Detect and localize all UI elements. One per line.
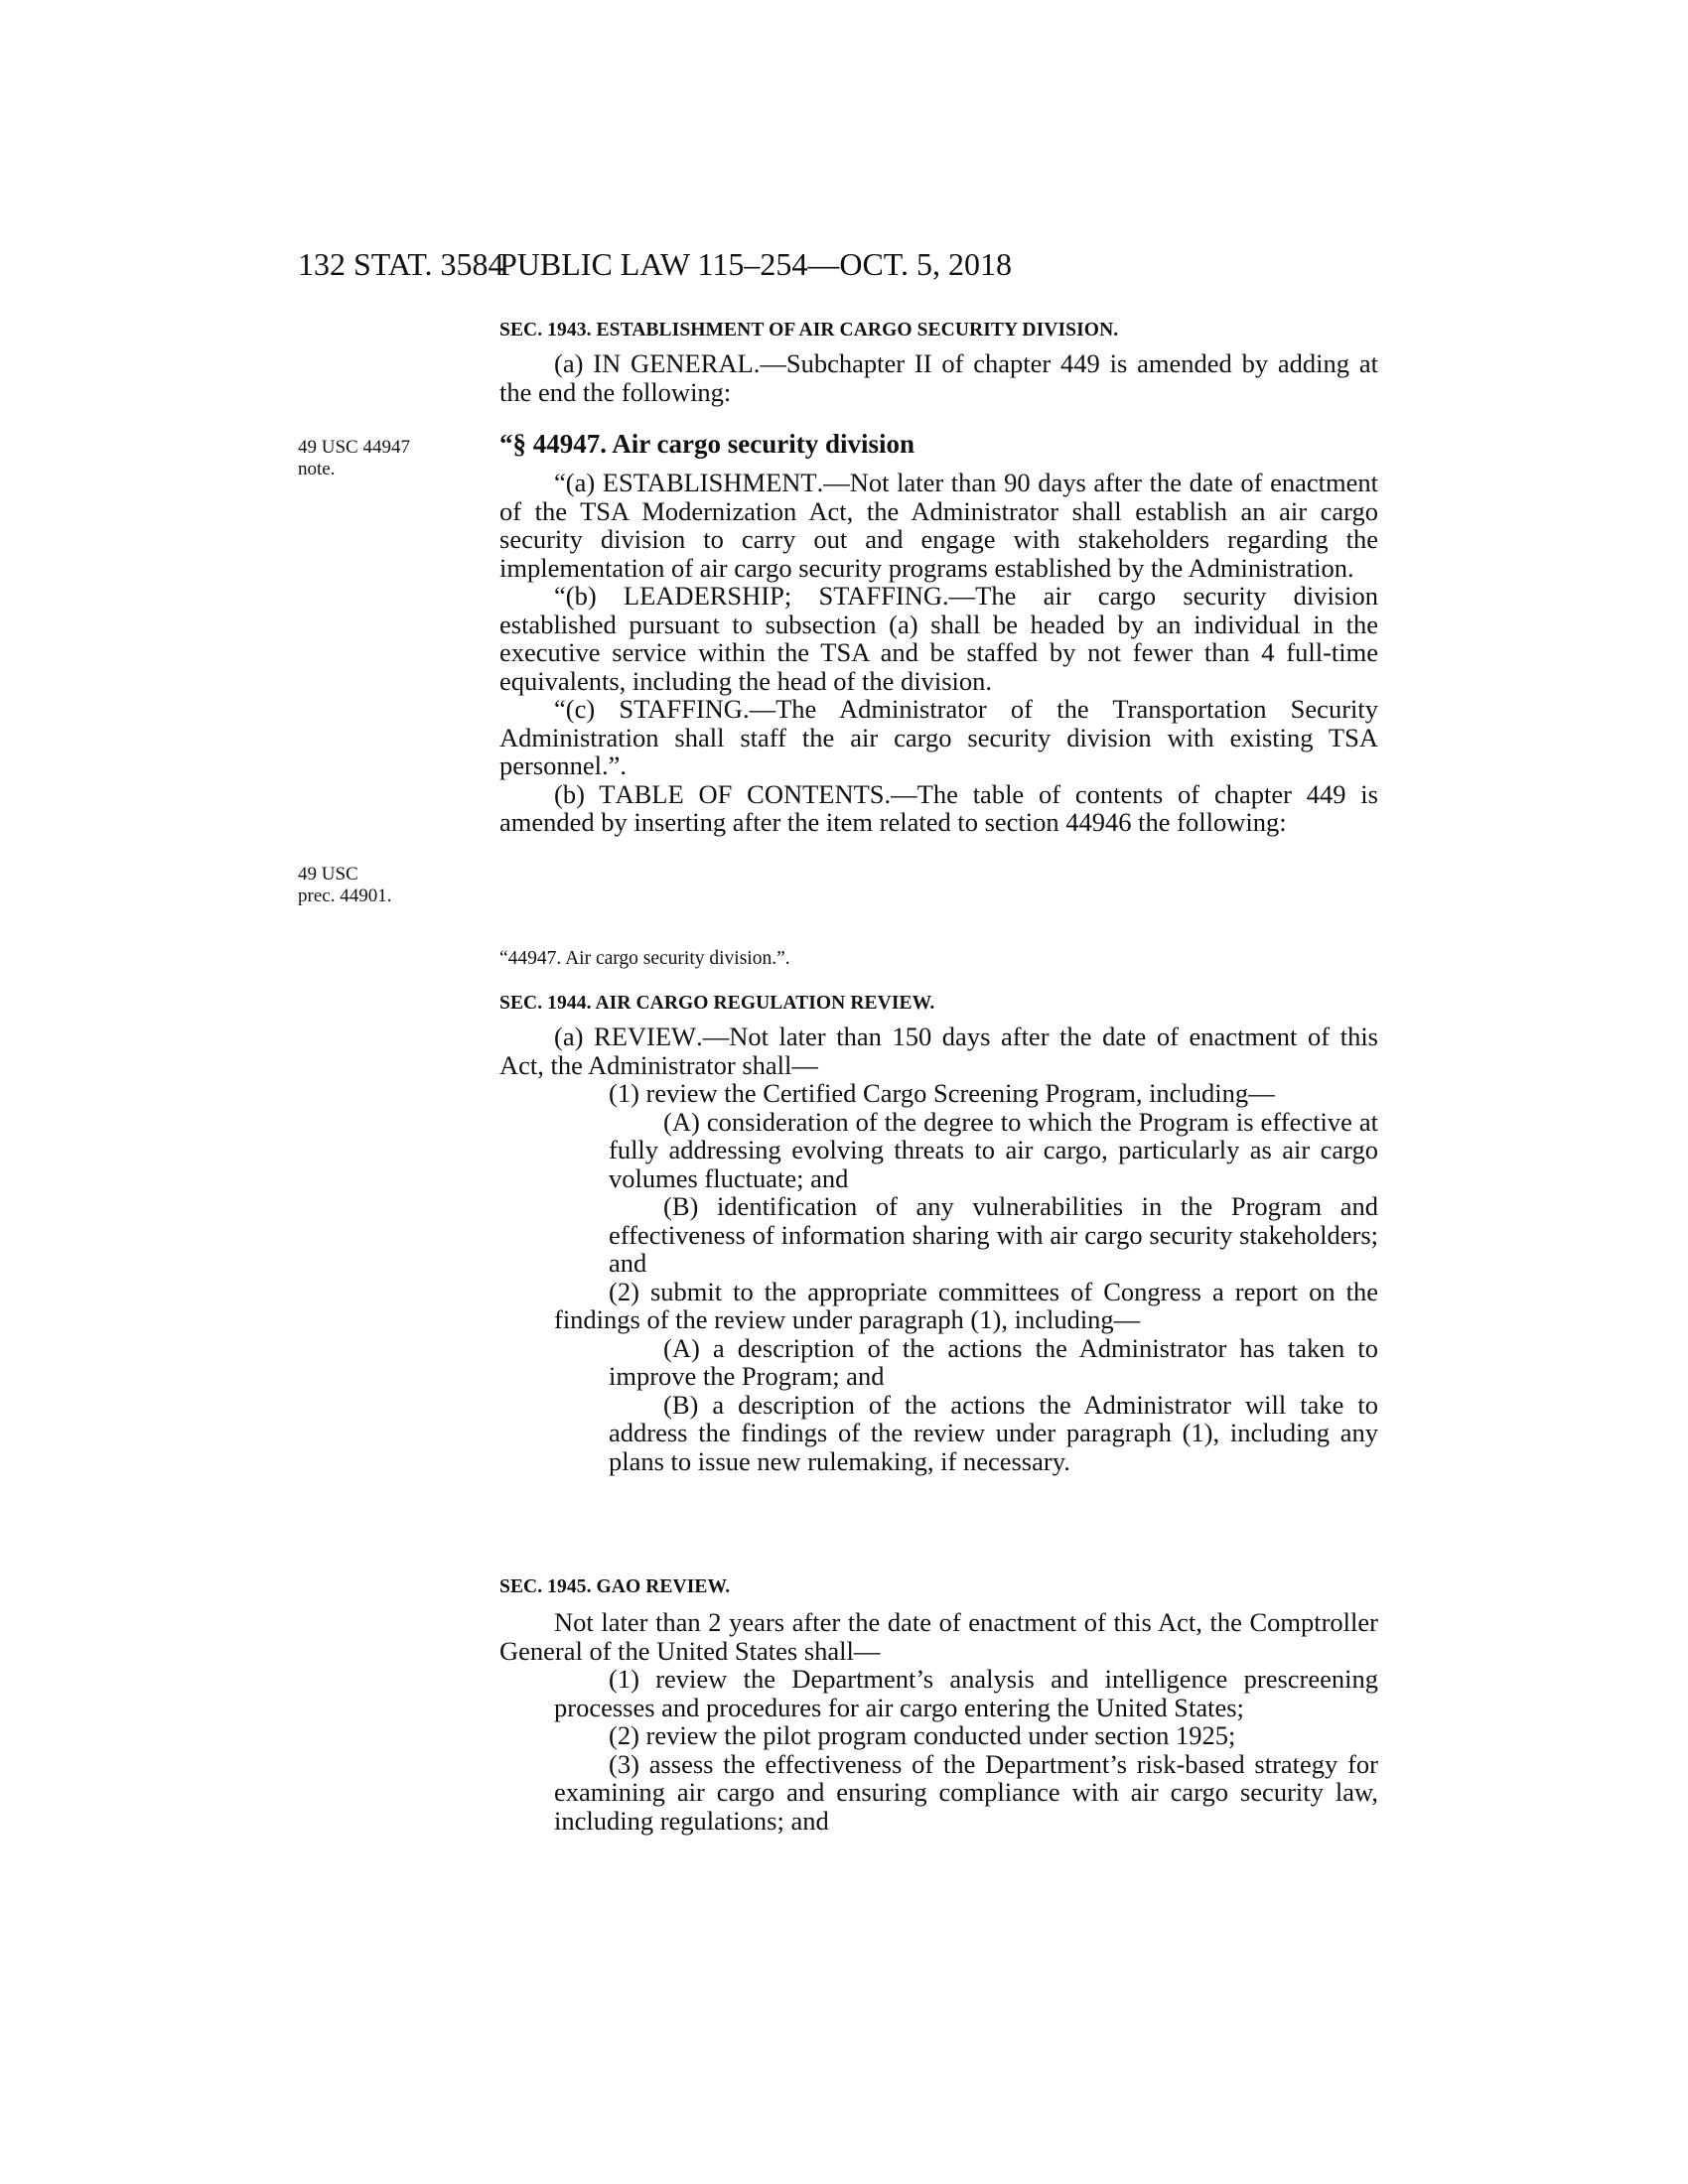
- gao-paragraph-1: (1) review the Department’s analysis and intelligence prescreening processes and procedures for air cargo entering the United States;: [554, 1664, 1378, 1722]
- subparagraph-2b: (B) a description of the actions the Administrator will take to address the findings of the review under paragraph (1), including any plans to issue new rulemaking, if necessary.: [609, 1389, 1378, 1476]
- margin-note-usc-44947: 49 USC 44947 note.: [298, 437, 410, 479]
- gao-intro: Not later than 2 years after the date of enactment of this Act, the Comptroller General of the United States shall—: [499, 1607, 1378, 1666]
- establishment-paragraph: “(a) ESTABLISHMENT.—Not later than 90 days after the date of enactment of the TSA Modernization Act, the Administrator shall establish an air cargo security division to carry out and engage with stakeholders regarding the implementation of air cargo security programs established by the Administration.: [499, 468, 1378, 583]
- review-paragraph: (a) REVIEW.—Not later than 150 days after the date of enactment of this Act, the Administrator shall—: [499, 1022, 1378, 1080]
- sec44947-text: [499, 469, 1378, 837]
- subparagraph-1b: (B) identification of any vulnerabilities in the Program and effectiveness of information sharing with air cargo security stakeholders; and: [609, 1191, 1378, 1278]
- paragraph-1: (1) review the Certified Cargo Screening Program, including—: [609, 1078, 1275, 1108]
- public-law-header: PUBLIC LAW 115–254—OCT. 5, 2018: [499, 246, 1012, 282]
- section-1943-heading: SEC. 1943. ESTABLISHMENT OF AIR CARGO SECURITY DIVISION.: [499, 320, 1119, 341]
- toc-inserted-item: “44947. Air cargo security division.”.: [499, 948, 790, 969]
- sec1944-text: [499, 1023, 1378, 1475]
- stat-page-number: 132 STAT. 3584: [298, 246, 504, 282]
- subparagraph-2a: (A) a description of the actions the Administrator has taken to improve the Program; and: [609, 1332, 1378, 1391]
- sec1945-text: [499, 1608, 1378, 1835]
- table-of-contents-paragraph: (b) TABLE OF CONTENTS.—The table of contents of chapter 449 is amended by inserting after the item related to section 44946 the following:: [499, 778, 1378, 837]
- staffing-paragraph: “(c) STAFFING.—The Administrator of the Transportation Security Administration shall staff the air cargo security division with existing TSA personnel.”.: [499, 694, 1378, 780]
- section-1944-heading: SEC. 1944. AIR CARGO REGULATION REVIEW.: [499, 993, 935, 1014]
- gao-paragraph-2: (2) review the pilot program conducted under section 1925;: [609, 1720, 1236, 1750]
- gao-paragraph-3: (3) assess the effectiveness of the Department’s risk-based strategy for examining air cargo and ensuring compliance with air cargo security law, including regulations; and: [554, 1748, 1378, 1836]
- sec1943-subsection-a: (a) IN GENERAL.—Subchapter II of chapter 449 is amended by adding at the end the following:: [499, 348, 1378, 407]
- paragraph-2: (2) submit to the appropriate committees of Congress a report on the findings of the review under paragraph (1), including—: [554, 1276, 1378, 1334]
- section-1945-heading: SEC. 1945. GAO REVIEW.: [499, 1576, 731, 1597]
- leadership-paragraph: “(b) LEADERSHIP; STAFFING.—The air cargo security division established pursuant to subsection (a) shall be headed by an individual in the executive service within the TSA and be staffed by not fewer than 4 full-time equivalents, including the head of the division.: [499, 581, 1378, 696]
- margin-note-usc-prec-44901: 49 USC prec. 44901.: [298, 864, 392, 906]
- section-44947-heading: “§ 44947. Air cargo security division: [499, 429, 914, 459]
- subparagraph-1a: (A) consideration of the degree to which the Program is effective at fully addressing evolving threats to air cargo, particularly as air cargo volumes fluctuate; and: [609, 1106, 1378, 1193]
